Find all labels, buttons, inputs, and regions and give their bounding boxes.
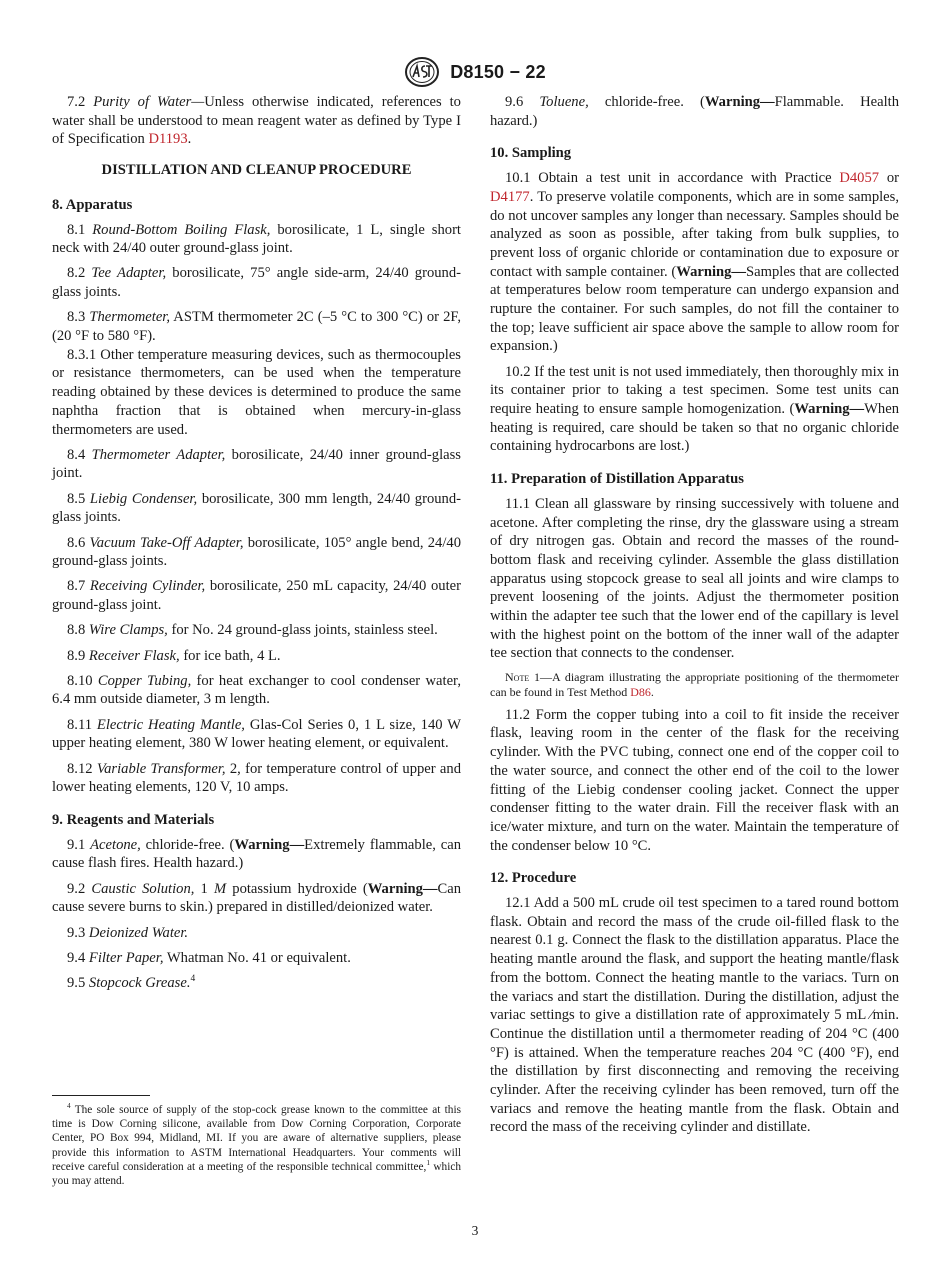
note-1: Note 1—A diagram illustrating the appropriate positioning of the thermometer can be found in Test Method D86. — [490, 669, 899, 699]
paragraph-8-7: 8.7 Receiving Cylinder, borosilicate, 250 mL capacity, 24/40 outer ground-glass joint. — [52, 578, 461, 614]
section-9-heading: 9. Reagents and Materials — [52, 812, 215, 828]
paragraph-7-2: 7.2 Purity of Water—Unless otherwise indicated, references to water shall be understood to mean reagent water as defined by Type I of Specification D1193. — [52, 94, 461, 148]
paragraph-8-9: 8.9 Receiver Flask, for ice bath, 4 L. — [67, 647, 281, 664]
paragraph-9-5: 9.5 Stopcock Grease.$^4$ — [67, 974, 196, 991]
footnote-divider — [52, 1095, 150, 1096]
paragraph-9-4: 9.4 Filter Paper, Whatman No. 41 or equivalent. — [67, 949, 351, 966]
paragraph-11-2: 11.2 Form the copper tubing into a coil to fit inside the receiver flask, leaving room in the center of the flask for the receiving cylinder. With the PVC tubing, connect one end of the copper coil to the water source, and connect the other end of the coil to the lower fitting of the Liebig condenser cooling jacket. Connect the upper condenser fitting to the water drain. Fill the receiver flask with an ice/water mixture, and turn on the water. Maintain the temperature of the condenser below 10 °C. — [490, 706, 899, 854]
page-number: 3 — [471, 1223, 479, 1238]
standard-designation: D8150 − 22 — [450, 61, 546, 82]
paragraph-8-10: 8.10 Copper Tubing, for heat exchanger to cool condenser water, 6.4 mm outside diameter, 3 m length. — [52, 672, 461, 708]
left-column — [52, 93, 461, 999]
major-heading: DISTILLATION AND CLEANUP PROCEDURE — [101, 162, 412, 179]
paragraph-11-1: 11.1 Clean all glassware by rinsing successively with toluene and acetone. After completing the rinse, dry the glassware using a stream of dry nitrogen gas. Obtain and record the masses of the round-bottom flask and receiving cylinder. Assemble the glass distillation apparatus using stopcock grease to seal all joints and wire clamps to prevent loosening of the joints. Adjust the thermometer position within the adapter tee such that the lower end of the capillary is level with the highest point on the bottom of the inner wall of the adapter tee section that connects to the condenser. — [490, 495, 899, 662]
section-12-heading: 12. Procedure — [490, 870, 577, 887]
paragraph-10-2: 10.2 If the test unit is not used immediately, then thoroughly mix in its container prior to taking a test specimen. Some test units can require heating to ensure sample homogenization. (Warning—When heating is required, care should be taken so that no organic chloride containing hydrocarbons are lost.) — [490, 363, 899, 455]
section-10-heading: 10. Sampling — [490, 145, 572, 162]
paragraph-8-6: 8.6 Vacuum Take-Off Adapter, borosilicate, 105° angle bend, 24/40 ground-glass joints. — [52, 534, 461, 570]
paragraph-12-1: 12.1 Add a 500 mL crude oil test specimen to a tared round bottom flask. Obtain and record the mass of the crude oil-filled flask to the nearest 0.1 g. Connect the flask to the distillation apparatus. Place the heating mantle around the flask, and support the heating mantle/flask from the bottom. Connect the heating mantle to the variacs. Turn on the variacs and start the distillation. During the distillation, adjust the variac settings to give a distillation rate of approximately 5 mL ⁄min. Continue the distillation until a thermometer reading of 204 °C (400 °F) is attained. When the temperature reaches 204 °C (400 °F), end the distillation by first disconnecting and removing the receiving cylinder. After the receiving cylinder has been removed, turn off the variacs and remove the heating mantle from the flask. Obtain and record the mass of the receiving cylinder and distillate. — [490, 895, 899, 1136]
paragraph-9-2: 9.2 Caustic Solution, 1 M potassium hydroxide (Warning—Can cause severe burns to skin.) prepared in distilled/deionized water. — [52, 880, 462, 916]
paragraph-8-2: 8.2 Tee Adapter, borosilicate, 75° angle side-arm, 24/40 ground-glass joints. — [52, 265, 461, 301]
paragraph-8-4: 8.4 Thermometer Adapter, borosilicate, 24/40 inner ground-glass joint. — [52, 446, 461, 482]
d4057-link[interactable]: D4057 — [839, 170, 880, 187]
paragraph-10-1: 10.1 Obtain a test unit in accordance with Practice D4057 or D4177. To preserve volatile components, which are in some samples, do not uncover samples any longer than necessary. Samples should be analyzed as soon as possible, after taking from bulk supplies, to prevent loss of organic chloride or contamination due to exposure or contact with sample container. (Warning—Samples that are collected at temperatures below room temperature can undergo expansion and rupture the container. For such samples, do not fill the container to the top; leave sufficient air space above the sample to allow room for expansion.) — [490, 170, 899, 355]
paragraph-9-6: 9.6 Toluene, chloride-free. (Warning—Flammable. Health hazard.) — [490, 94, 899, 129]
paragraph-8-1: 8.1 Round-Bottom Boiling Flask, borosilicate, 1 L, single short neck with 24/40 outer ground-glass joint. — [52, 221, 461, 257]
footnote-4: $^4$ The sole source of supply of the stop-cock grease known to the committee at this time is Dow Corning silicone, available from Dow Corning Corporation, Corporate Center, PO Box 994, Midland, MI. If you are aware of alternative suppliers, please provide this information to ASTM International Headquarters. Your comments will receive careful consideration at a meeting of the responsible technical committee,$^1$ which you may attend. — [52, 1101, 461, 1188]
paragraph-9-1: 9.1 Acetone, chloride-free. (Warning—Extremely flammable, can cause flash fires. Health hazard.) — [52, 836, 462, 872]
page-header — [0, 56, 950, 88]
paragraph-8-12: 8.12 Variable Transformer, 2, for temperature control of upper and lower heating elements, 120 V, 10 amps. — [52, 760, 461, 796]
d86-link[interactable]: D86 — [630, 684, 651, 699]
paragraph-8-5: 8.5 Liebig Condenser, borosilicate, 300 mm length, 24/40 ground-glass joints. — [52, 490, 461, 526]
right-column — [490, 93, 899, 1144]
footnote-ref-4[interactable]: 4 — [190, 974, 196, 985]
d1193-link[interactable]: D1193 — [148, 131, 188, 148]
paragraph-9-3: 9.3 Deionized Water. — [67, 924, 189, 941]
paragraph-8-11: 8.11 Electric Heating Mantle, Glas-Col Series 0, 1 L size, 140 W upper heating element, 380 W lower heating element, or equivalent. — [52, 716, 461, 752]
astm-logo-icon — [404, 56, 440, 88]
paragraph-8-3-1: 8.3.1 Other temperature measuring devices, such as thermocouples or resistance thermometers, can be used when the temperature reading obtained by these devices is determined to produce the same naphtha fraction that is obtained when mercury-in-glass thermometers are used. — [52, 346, 461, 438]
paragraph-8-3: 8.3 Thermometer, ASTM thermometer 2C (–5 °C to 300 °C) or 2F, (20 °F to 580 °F). — [52, 309, 461, 345]
section-11-heading: 11. Preparation of Distillation Apparatus — [490, 471, 744, 488]
section-8-heading: 8. Apparatus — [52, 196, 133, 213]
d4177-link[interactable]: D4177 — [490, 188, 530, 205]
paragraph-8-8: 8.8 Wire Clamps, for No. 24 ground-glass joints, stainless steel. — [67, 622, 438, 639]
